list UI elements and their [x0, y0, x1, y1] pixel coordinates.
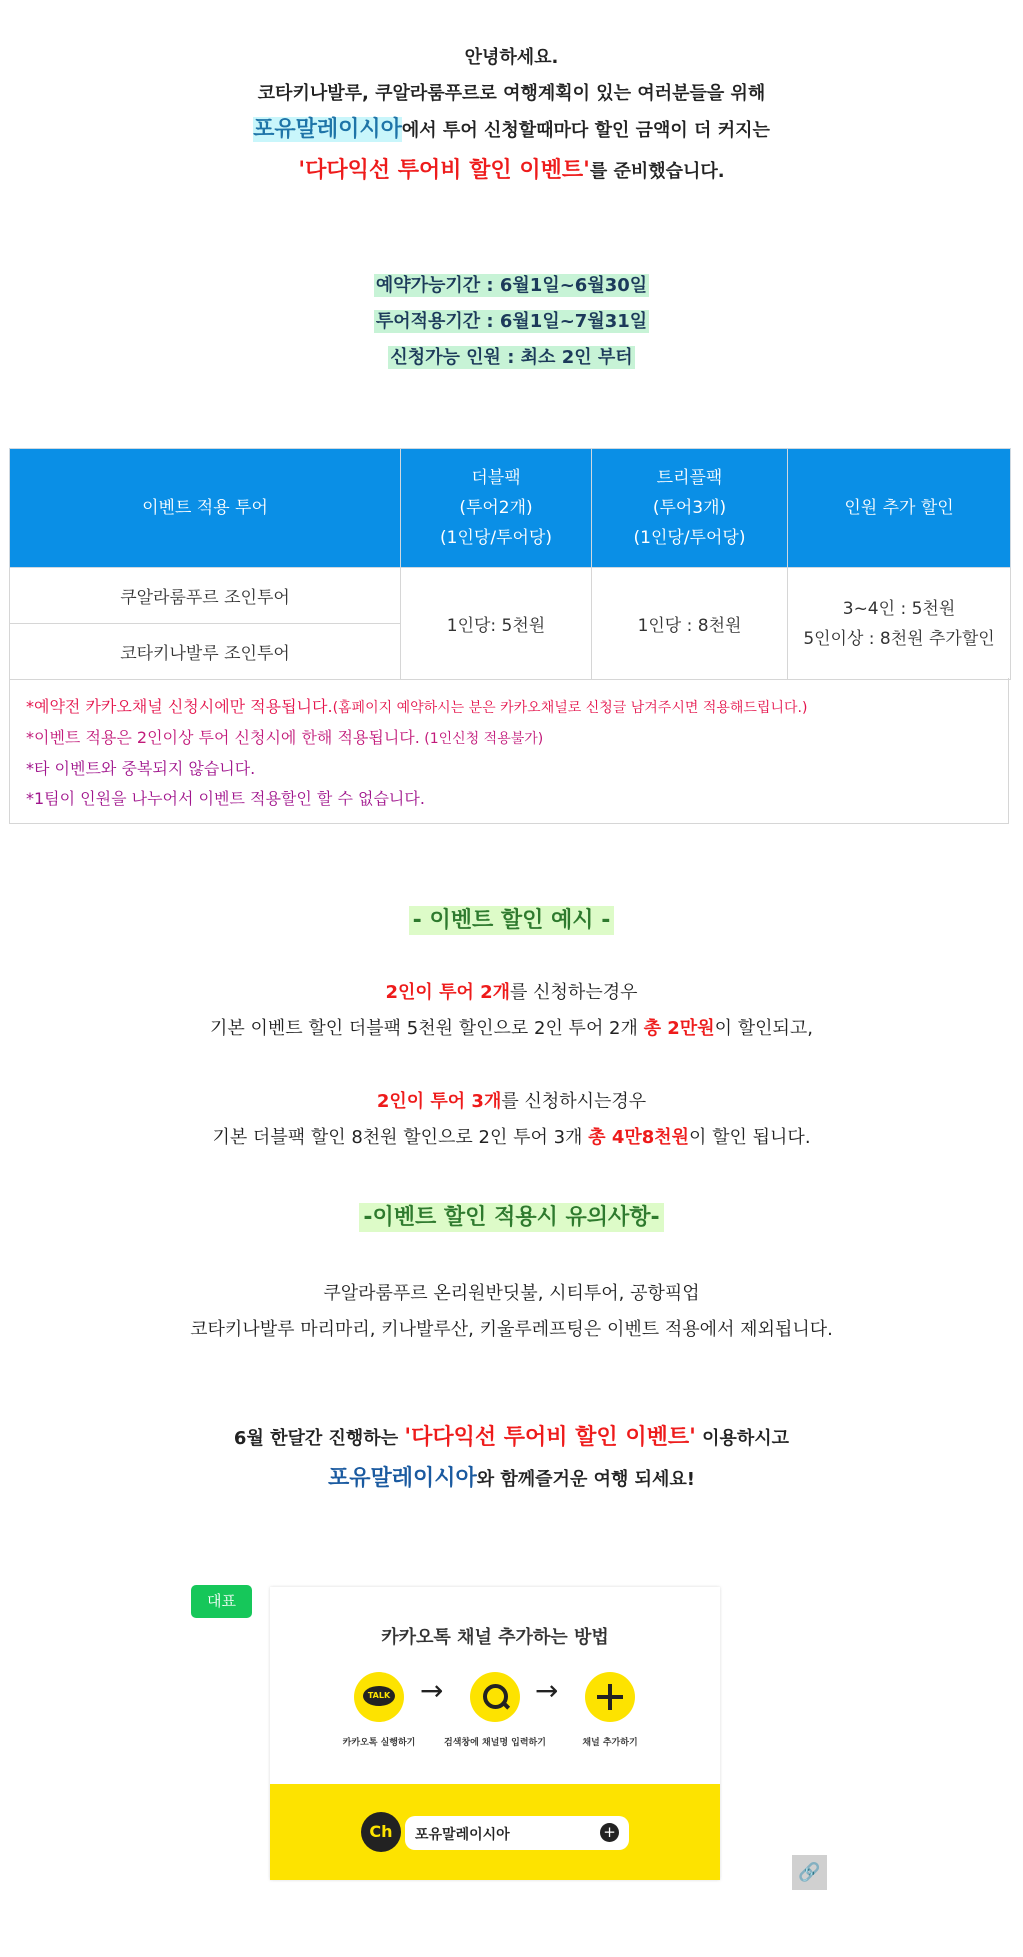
- channel-logo-icon: Ch: [361, 1812, 401, 1852]
- example-section: [0, 903, 1023, 934]
- intro-line3-rest: 에서 투어 신청할때마다 할인 금액이 더 커지는: [401, 120, 770, 141]
- note-4: *1팀이 인원을 나누어서 이벤트 적용할인 할 수 없습니다.: [26, 789, 425, 808]
- booking-period: 예약가능기간 : 6월1일~6월30일: [375, 275, 648, 296]
- step-3-label: 채널 추가하기: [582, 1738, 638, 1748]
- representative-badge: 대표: [191, 1585, 252, 1618]
- triple-value: 1인당 : 8천원: [592, 568, 788, 680]
- caution-section: [0, 1200, 1023, 1231]
- event-name: '다다익선 투어비 할인 이벤트': [298, 158, 590, 183]
- caution-heading: -이벤트 할인 적용시 유의사항-: [359, 1203, 663, 1232]
- tour-kl: 쿠알라룸푸르 조인투어: [10, 568, 401, 624]
- table-row: [10, 568, 1011, 624]
- channel-search-pill: [405, 1816, 629, 1850]
- caution-line-2: 코타키나발루 마리마리, 키나발루산, 키울루레프팅은 이벤트 적용에서 제외됩니다.: [190, 1319, 833, 1340]
- intro: [0, 40, 1023, 190]
- step-2-label: 검색창에 채널명 입력하기: [444, 1738, 546, 1748]
- note-3: *타 이벤트와 중복되지 않습니다.: [26, 759, 256, 778]
- extra-value: 3~4인 : 5천원 5인이상 : 8천원 추가할인: [788, 568, 1011, 680]
- example-2: 2인이 투어 3개를 신청하시는경우 기본 더블팩 할인 8천원 할인으로 2인 투어 3개 총 4만8천원이 할인 됩니다.: [212, 1091, 811, 1148]
- tour-period: 투어적용기간 : 6월1일~7월31일: [375, 311, 648, 332]
- intro-line2: 코타키나발루, 쿠알라룸푸르로 여행계획이 있는 여러분들을 위해: [257, 83, 766, 104]
- intro-line4-rest: 를 준비했습니다.: [589, 161, 725, 182]
- intro-line3: [0, 112, 1023, 149]
- link-icon[interactable]: 🔗: [792, 1855, 827, 1890]
- header-extra: 인원 추가 할인: [788, 449, 1011, 568]
- talk-icon: TALK: [354, 1672, 404, 1722]
- intro-greeting: 안녕하세요.: [464, 47, 559, 68]
- caution-line-1: 쿠알라룸푸르 온리원반딧불, 시티투어, 공항픽업: [323, 1283, 700, 1304]
- min-people: 신청가능 인원 : 최소 2인 부터: [390, 347, 633, 368]
- header-triple: 트리플팩 (투어3개) (1인당/투어당): [592, 449, 788, 568]
- event-table: [9, 448, 1011, 680]
- search-icon: [470, 1672, 520, 1722]
- closing: 6월 한달간 진행하는 '다다익선 투어비 할인 이벤트' 이용하시고 포유말레이시아와 함께즐거운 여행 되세요!: [233, 1425, 790, 1491]
- table-header-row: [10, 449, 1011, 568]
- channel-name: 포유말레이시아: [415, 1827, 510, 1843]
- arrow-right-icon: →: [535, 1674, 559, 1707]
- double-value: 1인당: 5천원: [401, 568, 592, 680]
- step-1-label: 카카오톡 실행하기: [342, 1738, 416, 1748]
- event-notes: [9, 678, 1009, 824]
- note-2: *이벤트 적용은 2인이상 투어 신청시에 한해 적용됩니다. (1인신청 적용불가): [26, 728, 544, 747]
- channel-bar: [270, 1784, 720, 1880]
- header-double: 더블팩 (투어2개) (1인당/투어당): [401, 449, 592, 568]
- periods: [0, 268, 1023, 376]
- card-title: 카카오톡 채널 추가하는 방법: [381, 1627, 609, 1648]
- note-1: *예약전 카카오채널 신청시에만 적용됩니다.(홈페이지 예약하시는 분은 카카오채널로 신청글 남겨주시면 적용해드립니다.): [26, 697, 808, 716]
- caution-lines: [0, 1276, 1023, 1348]
- brand-highlight: 포유말레이시아: [253, 117, 402, 142]
- example-1: 2인이 투어 2개를 신청하는경우 기본 이벤트 할인 더블팩 5천원 할인으로 2인 투어 2개 총 2만원이 할인되고,: [210, 982, 813, 1039]
- kakao-channel-image[interactable]: [270, 1587, 720, 1880]
- add-channel-icon: +: [600, 1823, 619, 1842]
- example-heading: - 이벤트 할인 예시 -: [409, 906, 615, 935]
- tour-kk: 코타키나발루 조인투어: [10, 624, 401, 680]
- plus-icon: [585, 1672, 635, 1722]
- arrow-right-icon: →: [420, 1674, 444, 1707]
- intro-line4: [0, 153, 1023, 190]
- header-tours: 이벤트 적용 투어: [10, 449, 401, 568]
